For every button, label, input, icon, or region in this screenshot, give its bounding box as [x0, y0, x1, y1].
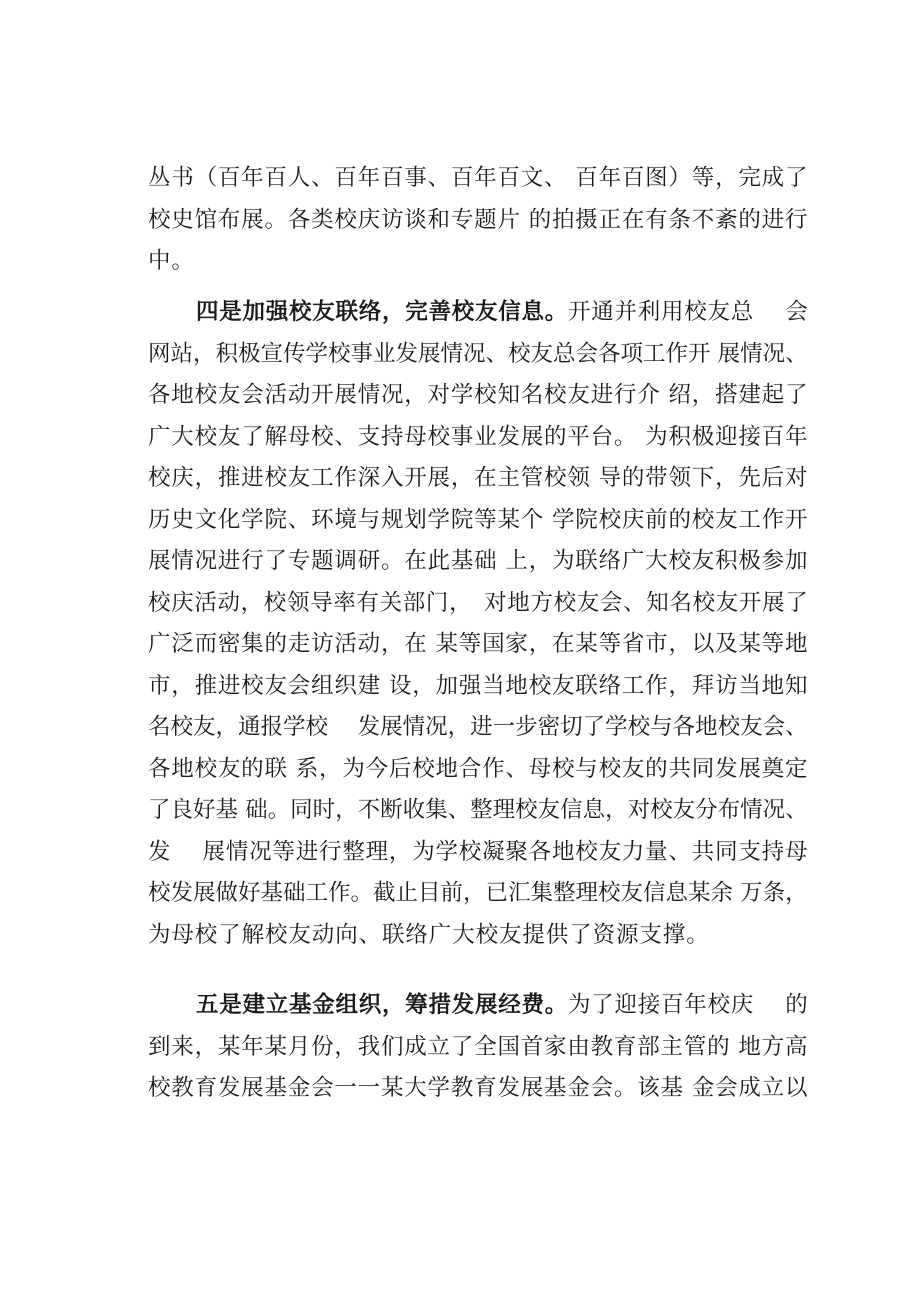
paragraph-first-line — [148, 292, 808, 334]
text-line: 校发展做好基础工作。截止目前，已汇集整理校友信息某余 万条， — [148, 880, 808, 906]
text-line: 市，推进校友会组织建 设，加强当地校友联络工作，拜访当地知 — [148, 672, 809, 699]
text-line: 校庆活动，校领导率有关部门， 对地方校友会、知名校友开展了 — [148, 589, 809, 616]
text-line: 发 展情况等进行整理，为学校凝聚各地校友力量、共同支持母 — [148, 838, 809, 865]
paragraph-alumni-liaison — [148, 292, 808, 956]
paragraph-lead-heading: 五是建立基金组织，筹措发展经费。 — [196, 992, 569, 1018]
text-line: 到来，某年某月份，我们成立了全国首家由教育部主管的 地方高 — [148, 1033, 809, 1060]
text-run: 开通并利用校友总 会 — [568, 299, 809, 325]
paragraph-foundation — [148, 985, 808, 1110]
text-line: 校史馆布展。各类校庆访谈和专题片 的拍摄正在有条不紊的进行 — [148, 206, 809, 233]
paragraph-continuation — [148, 158, 808, 283]
text-line: 中。 — [148, 248, 195, 274]
text-line: 校庆，推进校友工作深入开展，在主管校领 导的带领下，先后对 — [148, 465, 809, 491]
text-line: 展情况进行了专题调研。在此基础 上，为联络广大校友积极参加 — [148, 548, 809, 574]
text-line: 广泛而密集的走访活动，在 某等国家，在某等省市，以及某等地 — [148, 631, 809, 657]
text-line: 历史文化学院、环境与规划学院等某个 学院校庆前的校友工作开 — [148, 506, 809, 533]
paragraph-first-line — [148, 985, 808, 1027]
text-line: 校教育发展基金会一一某大学教育发展基金会。该基 金会成立以 — [148, 1075, 809, 1101]
paragraph-lead-heading: 四是加强校友联络，完善校友信息。 — [196, 299, 569, 325]
text-line: 网站，积极宣传学校事业发展情况、校友总会各项工作开 展情况、 — [148, 340, 808, 367]
text-line: 名校友，通报学校 发展情况，进一步密切了学校与各地校友会、 — [148, 714, 808, 740]
text-line: 了良好基 础。同时，不断收集、整理校友信息，对校友分布情况、 — [148, 797, 808, 823]
text-line: 各地校友的联 系，为今后校地合作、母校与校友的共同发展奠定 — [148, 755, 809, 782]
text-line: 各地校友会活动开展情况，对学校知名校友进行介 绍，搭建起了 — [148, 382, 809, 408]
text-line: 丛书（百年百人、百年百事、百年百文、 百年百图）等，完成了 — [148, 165, 809, 191]
text-line: 广大校友了解母校、支持母校事业发展的平台。 为积极迎接百年 — [148, 423, 809, 450]
text-line: 为母校了解校友动向、联络广大校友提供了资源支撑。 — [148, 921, 710, 948]
text-run: 为了迎接百年校庆 的 — [568, 992, 809, 1018]
